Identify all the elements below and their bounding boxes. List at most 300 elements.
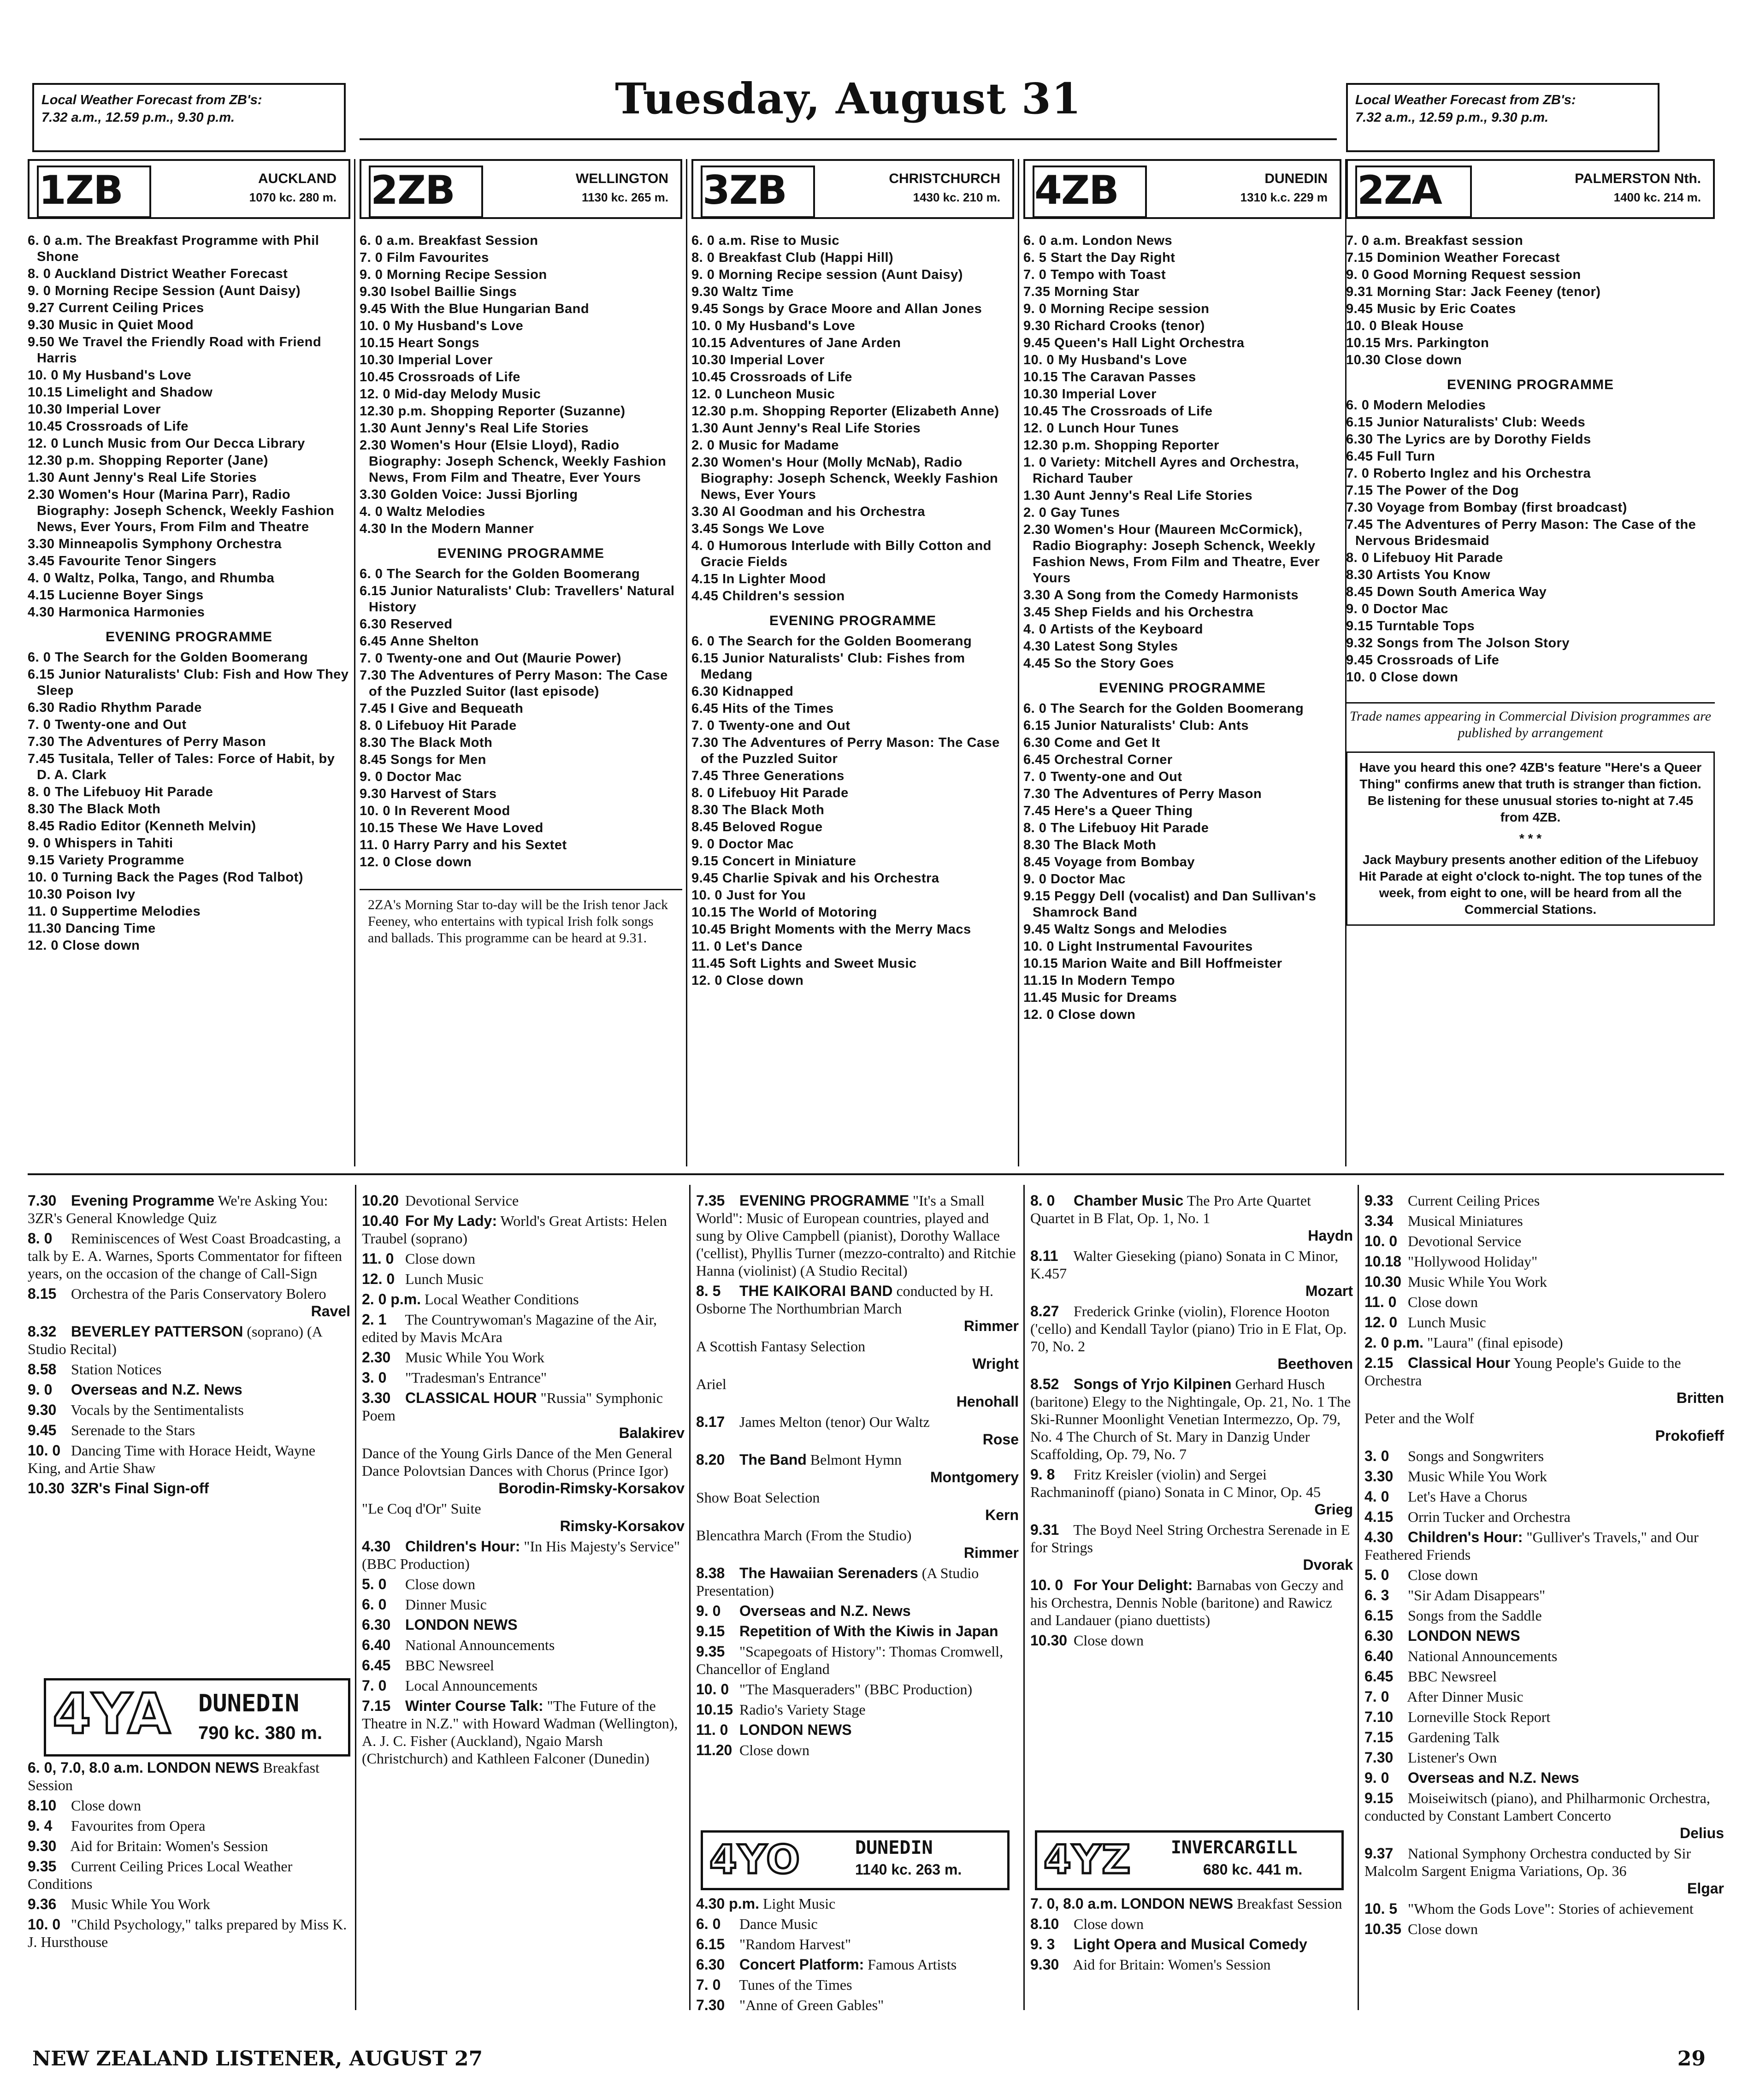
schedule-item — [1023, 854, 1341, 870]
schedule-title: Music by Eric Coates — [1377, 302, 1516, 316]
schedule-time: 3. 0 — [1364, 1448, 1389, 1464]
schedule-time: 4.30 — [362, 1538, 391, 1555]
lower-schedule-item — [1030, 1247, 1353, 1300]
lower-schedule-item — [1364, 1769, 1724, 1786]
lower-schedule-item — [1364, 1447, 1724, 1465]
schedule-time: 7.45 — [1346, 517, 1373, 532]
schedule-time: 1. 0 — [1023, 455, 1047, 470]
title-rule — [360, 138, 1337, 140]
schedule-time: 10.30 — [360, 353, 395, 367]
composer: Prokofieff — [1655, 1427, 1724, 1444]
lower-schedule-item — [362, 1290, 685, 1308]
schedule-detail: Lunch Music — [1408, 1314, 1486, 1331]
schedule-item — [1023, 386, 1341, 402]
schedule-time: 11.45 — [691, 956, 726, 971]
schedule-detail: Gerhard Husch (baritone) Elegy to the Nightingale, Op. 21, No. 1 The Ski-Runner Moonlight Venetian Intermezzo, Op. 79, No. 4 The Church of St. Mary in Danzig Under Scaffolding, Op. 79, No. 7 — [1030, 1376, 1351, 1462]
lower-schedule-item — [362, 1369, 685, 1386]
schedule-item — [691, 403, 1014, 420]
schedule-time: 3. 0 — [362, 1369, 387, 1386]
station-schedule-3zb — [691, 233, 1014, 990]
schedule-time: 6.45 — [691, 701, 719, 716]
schedule-detail: "Child Psychology," talks prepared by Miss K. J. Hursthouse — [28, 1916, 347, 1950]
station-city: WELLINGTON — [575, 171, 668, 186]
schedule-item — [691, 571, 1014, 587]
schedule-detail: The Pro Arte Quartet Quartet in B Flat, Op. 1, No. 1 — [1030, 1192, 1311, 1226]
schedule-item — [1023, 250, 1341, 266]
schedule-time: 3.30 — [691, 504, 719, 519]
schedule-title: We Travel the Friendly Road with Friend Harris — [37, 335, 322, 366]
schedule-time: 9.37 — [1364, 1845, 1394, 1862]
schedule-heading: LONDON NEWS — [147, 1759, 260, 1776]
schedule-detail: (A Studio Presentation) — [696, 1565, 979, 1599]
schedule-item — [28, 667, 350, 699]
schedule-item — [360, 837, 682, 853]
lower-schedule-item — [28, 1401, 350, 1419]
schedule-title: The Adventures of Perry Mason: The Case of the Puzzled Suitor (last episode) — [369, 668, 668, 699]
schedule-time: 7.30 — [1364, 1749, 1394, 1766]
schedule-title: In Reverent Mood — [394, 804, 510, 818]
schedule-detail: Show Boat Selection — [696, 1489, 820, 1506]
schedule-detail: Close down — [71, 1797, 141, 1814]
station-schedule-1zb — [28, 233, 350, 955]
schedule-item — [1346, 584, 1715, 600]
schedule-detail: Aid for Britain: Women's Session — [1073, 1956, 1271, 1973]
lower-schedule-item — [1030, 1302, 1353, 1372]
schedule-time: 9.45 — [1346, 302, 1373, 316]
schedule-item — [1023, 505, 1341, 521]
schedule-title: Waltz Melodies — [386, 504, 485, 519]
schedule-detail: Vocals by the Sentimentalists — [71, 1402, 244, 1418]
weather-line-1-right: Local Weather Forecast from ZB's: — [1355, 93, 1576, 107]
schedule-time: 9.50 — [28, 335, 55, 349]
schedule-detail: National Announcements — [405, 1637, 555, 1653]
schedule-title: The Search for the Golden Boomerang — [1050, 701, 1304, 716]
schedule-item — [1023, 335, 1341, 351]
schedule-item — [691, 718, 1014, 734]
schedule-title: Songs for Men — [390, 752, 486, 767]
schedule-time: 9. 0 — [28, 1381, 53, 1398]
schedule-item — [691, 352, 1014, 368]
schedule-title: Junior Naturalists' Club: Ants — [1054, 718, 1249, 733]
schedule-title: Close down — [1058, 1007, 1136, 1022]
schedule-item — [1023, 718, 1341, 734]
schedule-item — [360, 318, 682, 334]
schedule-title: Turning Back the Pages (Rod Talbot) — [62, 870, 303, 885]
lower-schedule-item — [28, 1285, 350, 1320]
schedule-item — [691, 905, 1014, 921]
lower-schedule-item — [1364, 1212, 1724, 1230]
schedule-detail: We're Asking You: 3ZR's General Knowledge Quiz — [28, 1192, 328, 1226]
schedule-detail: Close down — [1074, 1632, 1144, 1649]
schedule-time: 4. 0 — [1023, 622, 1047, 637]
page-title: Tuesday, August 31 — [615, 74, 1081, 124]
schedule-time: 6.45 — [1364, 1668, 1394, 1685]
composer: Balakirev — [619, 1425, 685, 1441]
schedule-title: The Power of the Dog — [1377, 483, 1519, 498]
schedule-time: 10. 0 — [691, 319, 722, 333]
schedule-time: 7.45 — [1023, 804, 1051, 818]
schedule-time: 9.15 — [1023, 889, 1051, 904]
lower-schedule-item — [1364, 1192, 1724, 1209]
schedule-title: Morning Recipe Session (Aunt Daisy) — [54, 284, 301, 298]
lower-schedule-item — [696, 1741, 1019, 1759]
lower-divider-2 — [689, 1185, 691, 2010]
schedule-detail: Musical Miniatures — [1408, 1213, 1523, 1229]
schedule-item — [1346, 267, 1715, 283]
schedule-title: Close down — [1381, 670, 1459, 685]
schedule-time: 7.15 — [362, 1698, 391, 1714]
column-divider — [1018, 159, 1019, 1166]
schedule-title: Turntable Tops — [1377, 619, 1475, 633]
schedule-time: 10. 0 — [1023, 939, 1054, 954]
lower-col-5 — [1364, 1192, 1724, 2022]
schedule-detail: Radio's Variety Stage — [739, 1701, 866, 1718]
schedule-time: 7. 0 — [362, 1677, 387, 1694]
lower-schedule-item — [1364, 1789, 1724, 1842]
lower-schedule-item — [696, 1996, 1019, 2014]
lower-schedule-item — [1364, 1334, 1724, 1351]
schedule-title: Humorous Interlude with Billy Cotton and Gracie Fields — [701, 538, 992, 569]
lower-divider-3 — [1023, 1185, 1025, 2010]
schedule-time: 9. 0 — [1346, 267, 1370, 282]
schedule-time: 11. 0 — [28, 904, 58, 919]
schedule-time: 9.15 — [1346, 619, 1373, 633]
schedule-time: 7. 0 — [691, 718, 715, 733]
schedule-time: 8.52 — [1030, 1376, 1059, 1392]
lower-schedule-item — [1364, 1728, 1724, 1746]
schedule-item — [1346, 567, 1715, 583]
schedule-time: 9. 0 — [1364, 1769, 1389, 1786]
schedule-time: 12. 0 — [28, 436, 59, 451]
schedule-time: 9. 0 — [691, 837, 715, 852]
schedule-item — [691, 870, 1014, 887]
schedule-time: 8.45 — [360, 752, 387, 767]
lower-schedule-item — [362, 1575, 685, 1593]
schedule-time: 8.30 — [28, 802, 55, 816]
schedule-item — [691, 284, 1014, 300]
schedule-time: 10.15 — [696, 1701, 733, 1718]
schedule-item — [691, 233, 1014, 249]
schedule-item — [1023, 621, 1341, 638]
schedule-item — [1023, 888, 1341, 921]
schedule-time: 6.30 — [696, 1956, 725, 1973]
schedule-item — [28, 536, 350, 552]
call-sign: 1ZB — [39, 167, 123, 213]
composer: Montgomery — [930, 1469, 1019, 1485]
schedule-title: Doctor Mac — [1050, 872, 1126, 887]
lower-schedule-item — [696, 1680, 1019, 1698]
schedule-time: 9.45 — [1346, 653, 1373, 668]
schedule-item — [1023, 352, 1341, 368]
schedule-time: 7. 0 — [1023, 267, 1047, 282]
lower-divider-1 — [355, 1185, 356, 2010]
schedule-item — [1023, 403, 1341, 420]
schedule-detail: Light Music — [762, 1895, 836, 1912]
schedule-item — [360, 701, 682, 717]
schedule-title: Voyage from Bombay (first broadcast) — [1377, 500, 1627, 515]
schedule-title: Richard Crooks (tenor) — [1054, 319, 1205, 333]
schedule-time: 5. 0 — [1364, 1567, 1389, 1583]
lower-schedule-item — [696, 1526, 1019, 1562]
schedule-time: 8. 0 — [28, 1230, 53, 1247]
schedule-heading: LONDON NEWS — [405, 1616, 518, 1633]
schedule-title: Songs We Love — [722, 521, 825, 536]
schedule-item — [28, 283, 350, 299]
lower-schedule-item — [362, 1616, 685, 1633]
schedule-title: Twenty-one and Out — [718, 718, 850, 733]
lower-col-3 — [696, 1192, 1019, 1837]
schedule-title: Music in Quiet Mood — [59, 318, 194, 332]
schedule-time: 6.30 — [1346, 432, 1373, 447]
schedule-time: 3.45 — [1023, 605, 1051, 620]
station-frequency: 1400 kc. 214 m. — [1613, 190, 1701, 204]
lower-schedule-item — [28, 1381, 350, 1398]
schedule-heading: LONDON NEWS — [1408, 1627, 1520, 1644]
schedule-item — [360, 284, 682, 300]
schedule-item — [1023, 267, 1341, 283]
weather-line-2: 7.32 a.m., 12.59 p.m., 9.30 p.m. — [41, 110, 235, 125]
schedule-item — [691, 455, 1014, 503]
schedule-heading: Winter Course Talk: — [405, 1698, 543, 1714]
morning-star-note: 2ZA's Morning Star to-day will be the Irish tenor Jack Feeney, who entertains with typical Irish folk songs and ballads. This programme can be heard at 9.31. — [360, 889, 682, 953]
schedule-detail: The Boyd Neel String Orchestra Serenade in E for Strings — [1030, 1521, 1350, 1556]
lower-schedule-item — [362, 1212, 685, 1247]
schedule-time: 10.30 — [1030, 1632, 1068, 1649]
schedule-detail: Peter and the Wolf — [1364, 1410, 1474, 1426]
lower-schedule-item — [1364, 1749, 1724, 1766]
schedule-title: Charlie Spivak and his Orchestra — [722, 871, 939, 886]
schedule-time: 10.45 — [360, 370, 395, 385]
composer: Britten — [1676, 1390, 1724, 1406]
schedule-detail: Songs and Songwriters — [1408, 1448, 1544, 1464]
schedule-title: Close down — [1384, 353, 1462, 367]
schedule-title: Lucienne Boyer Sings — [59, 588, 204, 603]
schedule-title: Morning Star — [1054, 284, 1140, 299]
schedule-time: 10.35 — [1364, 1921, 1402, 1937]
lower-schedule-item — [1030, 1521, 1353, 1574]
schedule-time: 12.30 p.m. — [691, 404, 759, 419]
schedule-item — [691, 802, 1014, 818]
schedule-time: 8. 0 — [360, 718, 383, 733]
schedule-time: 4.15 — [28, 588, 55, 603]
station-frequency: 1070 kc. 280 m. — [249, 190, 337, 204]
schedule-title: Full Turn — [1377, 449, 1435, 464]
schedule-item — [1346, 500, 1715, 516]
schedule-time: 10. 0 — [28, 368, 59, 383]
schedule-title: Junior Naturalists' Club: Fishes from Medang — [701, 651, 965, 682]
promo-box — [1346, 751, 1715, 926]
schedule-time: 8.45 — [691, 820, 719, 834]
schedule-item — [28, 385, 350, 401]
lower-schedule-item — [28, 1192, 350, 1227]
schedule-time: 7. 0, 8.0 a.m. — [1030, 1895, 1117, 1912]
lower-schedule-item — [28, 1230, 350, 1282]
schedule-detail: Close down — [1408, 1921, 1478, 1937]
lower-schedule-item — [696, 1976, 1019, 1994]
lower-schedule-item — [696, 1622, 1019, 1640]
schedule-time: 11. 0 — [360, 838, 390, 852]
schedule-item — [691, 504, 1014, 520]
call-sign: 3ZB — [703, 167, 786, 213]
lower-schedule-item — [1364, 1467, 1724, 1485]
schedule-detail: Station Notices — [71, 1361, 162, 1378]
schedule-time: 6.30 — [691, 684, 719, 699]
call-sign: 2ZA — [1357, 167, 1441, 213]
schedule-detail: "Laura" (final episode) — [1427, 1334, 1563, 1351]
schedule-detail: Frederick Grinke (violin), Florence Hooton ('cello) and Kendall Taylor (piano) Trio in E Flat, Op. 70, No. 2 — [1030, 1303, 1347, 1355]
composer: Rimsky-Korsakov — [560, 1518, 685, 1534]
schedule-title: Poison Ivy — [66, 887, 136, 902]
lower-schedule-item — [1364, 1253, 1724, 1270]
schedule-title: Reserved — [390, 617, 453, 632]
schedule-time: 10. 0 — [1346, 670, 1377, 685]
lower-schedule-item — [696, 1701, 1019, 1718]
schedule-detail: Orchestra of the Paris Conservatory — [71, 1285, 283, 1302]
schedule-time: 6. 0 — [696, 1916, 721, 1932]
schedule-item — [360, 521, 682, 537]
schedule-detail: "The Masqueraders" (BBC Production) — [739, 1681, 973, 1698]
lower-col-1 — [28, 1192, 350, 1745]
schedule-title: Women's Hour (Marina Parr), Radio Biography: Joseph Schenck, Weekly Fashion News, Ever Yours, From Film and Theatre — [37, 487, 335, 534]
schedule-time: 7.30 — [28, 1192, 57, 1209]
schedule-title: Dominion Weather Forecast — [1377, 250, 1560, 265]
schedule-item — [28, 300, 350, 316]
composer: Rimmer — [963, 1318, 1019, 1334]
schedule-time: 8.20 — [696, 1451, 725, 1468]
schedule-title: Waltz Time — [722, 284, 794, 299]
schedule-title: Women's Hour (Molly McNab), Radio Biography: Joseph Schenck, Weekly Fashion News, Ever Yours — [701, 455, 998, 502]
schedule-title: Artists of the Keyboard — [1050, 622, 1204, 637]
lower-schedule-item — [28, 1817, 350, 1834]
schedule-detail: "In His Majesty's Service" (BBC Production) — [362, 1538, 680, 1572]
schedule-title: Aunt Jenny's Real Life Stories — [1053, 488, 1253, 503]
schedule-time: 10. 0 — [360, 319, 390, 333]
lower-schedule-item — [362, 1677, 685, 1694]
schedule-title: Songs from The Jolson Story — [1377, 636, 1570, 651]
schedule-item — [360, 769, 682, 785]
lower-schedule-item — [1364, 1566, 1724, 1584]
schedule-detail: Dancing Time with Horace Heidt, Wayne King, and Artie Shaw — [28, 1442, 316, 1476]
lower-schedule-item — [28, 1837, 350, 1855]
lower-schedule-item — [1030, 1956, 1353, 1973]
schedule-time: 9.30 — [1023, 319, 1051, 333]
lower-col-1b — [28, 1759, 350, 2054]
schedule-time: 12. 0 — [360, 855, 390, 870]
weather-forecast-box-left — [32, 83, 346, 152]
schedule-item — [28, 835, 350, 852]
composer: Dvorak — [1303, 1556, 1353, 1573]
schedule-time: 3.30 — [28, 537, 55, 551]
composer: Beethoven — [1277, 1355, 1353, 1372]
station-frequency: 1310 k.c. 229 m — [1240, 190, 1328, 204]
schedule-time: 9.15 — [1364, 1790, 1394, 1806]
schedule-time: 3.45 — [28, 554, 55, 568]
schedule-item — [28, 436, 350, 452]
lower-schedule-item — [1364, 1313, 1724, 1331]
schedule-time: 8.27 — [1030, 1303, 1059, 1319]
lower-schedule-item — [28, 1421, 350, 1439]
schedule-time: 10.30 — [28, 887, 63, 902]
schedule-title: Current Ceiling Prices — [59, 301, 204, 315]
schedule-item — [28, 453, 350, 469]
schedule-time: 10.45 — [1023, 404, 1058, 419]
schedule-item — [28, 734, 350, 750]
schedule-time: 7. 0 — [360, 250, 383, 265]
schedule-time: 8.30 — [1023, 838, 1051, 852]
schedule-detail: National Symphony Orchestra conducted by Sir Malcolm Sargent Enigma Variations, Op. 36 — [1364, 1845, 1691, 1879]
schedule-item — [1346, 250, 1715, 266]
schedule-item — [28, 870, 350, 886]
schedule-detail: "The Future of the Theatre in N.Z." with Howard Wadman (Wellington), A. J. C. Fisher (Auckland), Ngaio Marsh (Christchurch) and Kathleen Falconer (Dunedin) — [362, 1698, 678, 1767]
schedule-detail: "Gulliver's Travels," and Our Feathered Friends — [1364, 1529, 1699, 1563]
lower-schedule-item — [1364, 1845, 1724, 1897]
schedule-time: 6.30 — [1023, 735, 1051, 750]
weather-line-1: Local Weather Forecast from ZB's: — [41, 93, 262, 107]
schedule-title: The Adventures of Perry Mason — [1054, 787, 1262, 801]
schedule-title: Hits of the Times — [722, 701, 834, 716]
schedule-title: These We Have Loved — [398, 821, 543, 835]
schedule-time: 8. 0 — [1030, 1192, 1055, 1209]
station-city: PALMERSTON Nth. — [1575, 171, 1701, 186]
lower-schedule-item — [28, 1323, 350, 1358]
schedule-time: 1.30 — [1023, 488, 1051, 503]
schedule-detail: Devotional Service — [1408, 1233, 1522, 1249]
lower-schedule-item — [1364, 1586, 1724, 1604]
composer: Elgar — [1687, 1880, 1724, 1897]
lower-schedule-item — [28, 1442, 350, 1477]
schedule-item — [1346, 318, 1715, 334]
schedule-item — [360, 616, 682, 633]
schedule-title: The Crossroads of Life — [1062, 404, 1213, 419]
schedule-title: Tempo with Toast — [1050, 267, 1166, 282]
schedule-time: 1.30 — [360, 421, 387, 436]
schedule-detail: Local Announcements — [405, 1677, 538, 1694]
schedule-detail: "It's a Small World": Music of European countries, played and sung by Olive Campbell (pianist), Dorothy Wallace ('cellist), Phyllis Turner (mezzo-contralto) and Ritchie Hanna (violinist) (A Studio Recital) — [696, 1192, 1016, 1279]
schedule-time: 6. 0 — [360, 567, 383, 581]
schedule-time: 6. 0 — [1023, 701, 1047, 716]
lower-schedule-item — [696, 1935, 1019, 1953]
schedule-item — [691, 318, 1014, 334]
schedule-time: 7.45 — [28, 751, 55, 766]
schedule-item — [360, 420, 682, 437]
schedule-time: 6. 0 — [362, 1596, 387, 1613]
schedule-detail: "Le Coq d'Or" Suite — [362, 1500, 481, 1517]
schedule-time: 9.30 — [28, 1838, 57, 1854]
schedule-time: 1.30 — [691, 421, 719, 436]
schedule-title: With the Blue Hungarian Band — [390, 302, 590, 316]
schedule-time: 7.35 — [1023, 284, 1051, 299]
schedule-item — [360, 403, 682, 420]
schedule-time: 6. 0, 7.0, 8.0 a.m. — [28, 1759, 143, 1776]
schedule-time: 9. 0 — [1023, 302, 1047, 316]
schedule-heading: LONDON NEWS — [1121, 1895, 1234, 1912]
schedule-detail: Music While You Work — [1408, 1273, 1547, 1290]
logo-4yz-city: INVERCARGILL — [1171, 1837, 1298, 1857]
schedule-title: Here's a Queer Thing — [1054, 804, 1193, 818]
schedule-time: 12. 0 — [691, 973, 722, 988]
schedule-item — [360, 233, 682, 249]
schedule-time: 8.10 — [1030, 1916, 1059, 1932]
schedule-time: 10. 0 — [1023, 353, 1054, 367]
schedule-time: 7.15 — [1346, 483, 1373, 498]
schedule-time: 9.31 — [1346, 284, 1373, 299]
schedule-time: 3.30 — [360, 487, 387, 502]
schedule-title: Auckland District Weather Forecast — [54, 266, 288, 281]
schedule-item — [28, 419, 350, 435]
schedule-time: 7. 0 — [1364, 1688, 1389, 1705]
schedule-time: 10.15 — [691, 336, 726, 350]
schedule-item — [360, 386, 682, 402]
